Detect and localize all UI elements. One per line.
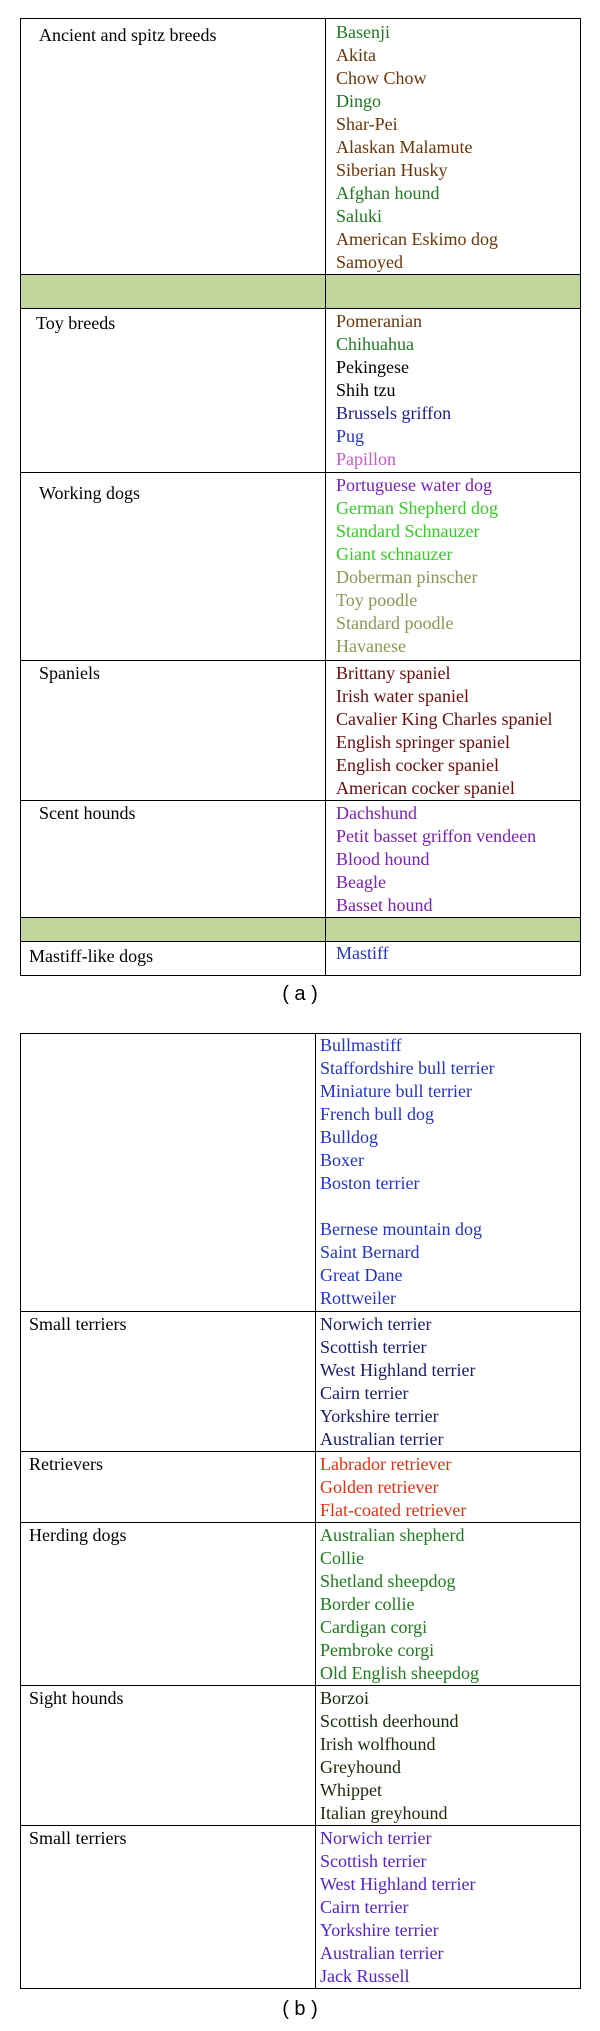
spacer-row: [21, 918, 581, 942]
breed-list: [316, 1452, 581, 1523]
breed-name: Afghan hound: [336, 183, 440, 203]
breed-name: Samoyed: [336, 252, 403, 272]
breed-name: Cairn terrier: [320, 1383, 409, 1403]
breed-name: Pembroke corgi: [320, 1640, 435, 1660]
breed-name: Papillon: [336, 449, 397, 469]
breed-name: Chow Chow: [336, 68, 427, 88]
blank-line: [320, 1195, 580, 1218]
table-row: [21, 1826, 581, 1989]
spacer-row: [21, 275, 581, 309]
breed-name: Standard poodle: [336, 613, 454, 633]
breed-name: Irish water spaniel: [336, 686, 469, 706]
breed-name: Bullmastiff: [320, 1035, 402, 1055]
breed-name: Bernese mountain dog: [320, 1219, 482, 1239]
breed-name: Petit basset griffon vendeen: [336, 826, 537, 846]
breed-name: Toy poodle: [336, 590, 418, 610]
breed-name: Jack Russell: [320, 1966, 410, 1986]
breed-name: American cocker spaniel: [336, 778, 515, 798]
breed-name: West Highland terrier: [320, 1874, 476, 1894]
category-cell: [21, 19, 326, 275]
table-row: [21, 309, 581, 473]
breed-name: Portuguese water dog: [336, 475, 492, 495]
category-label: Scent hounds: [39, 803, 136, 823]
breed-name: Yorkshire terrier: [320, 1920, 439, 1940]
category-cell: [21, 309, 326, 473]
breed-list: [326, 801, 581, 918]
breed-list: [316, 1523, 581, 1686]
breed-name: Standard Schnauzer: [336, 521, 480, 541]
breed-name: Cavalier King Charles spaniel: [336, 709, 553, 729]
breed-name: Dingo: [336, 91, 381, 111]
category-label: Small terriers: [29, 1314, 127, 1334]
breed-name: Rottweiler: [320, 1288, 396, 1308]
table-row: [21, 942, 581, 976]
breed-name: Blood hound: [336, 849, 430, 869]
breed-table-a: [20, 18, 581, 976]
breed-name: Doberman pinscher: [336, 567, 478, 587]
breed-name: English cocker spaniel: [336, 755, 499, 775]
breed-name: Basenji: [336, 22, 390, 42]
breed-name: American Eskimo dog: [336, 229, 498, 249]
breed-list: [326, 942, 581, 976]
breed-name: Labrador retriever: [320, 1454, 452, 1474]
breed-name: Bulldog: [320, 1127, 379, 1147]
breed-name: Giant schnauzer: [336, 544, 453, 564]
category-cell: [21, 473, 326, 661]
category-cell: [21, 1034, 316, 1312]
breed-name: English springer spaniel: [336, 732, 510, 752]
breed-name: Brittany spaniel: [336, 663, 451, 683]
breed-name: Mastiff: [336, 943, 389, 963]
category-label: Spaniels: [39, 663, 100, 683]
breed-name: Australian shepherd: [320, 1525, 465, 1545]
breed-name: Golden retriever: [320, 1477, 439, 1497]
breed-name: Australian terrier: [320, 1943, 444, 1963]
breed-name: Flat-coated retriever: [320, 1500, 467, 1520]
breed-name: Pug: [336, 426, 365, 446]
breed-list: [326, 661, 581, 801]
breed-name: Shar-Pei: [336, 114, 398, 134]
table-row: [21, 1523, 581, 1686]
breed-name: German Shepherd dog: [336, 498, 498, 518]
breed-name: Saint Bernard: [320, 1242, 420, 1262]
breed-name: Cairn terrier: [320, 1897, 409, 1917]
breed-name: Basset hound: [336, 895, 433, 915]
breed-name: Alaskan Malamute: [336, 137, 473, 157]
breed-name: Norwich terrier: [320, 1828, 432, 1848]
category-cell: [21, 1826, 316, 1989]
breed-name: Greyhound: [320, 1757, 401, 1777]
breed-name: Australian terrier: [320, 1429, 444, 1449]
breed-name: Italian greyhound: [320, 1803, 448, 1823]
breed-name: Havanese: [336, 636, 406, 656]
breed-name: French bull dog: [320, 1104, 434, 1124]
category-cell: [21, 1523, 316, 1686]
category-cell: [21, 1312, 316, 1452]
table-row: [21, 1312, 581, 1452]
breed-list: [316, 1034, 581, 1312]
breed-name: Borzoi: [320, 1688, 369, 1708]
category-label: Small terriers: [29, 1828, 127, 1848]
category-label: Herding dogs: [29, 1525, 127, 1545]
breed-list: [316, 1686, 581, 1826]
breed-name: Saluki: [336, 206, 383, 226]
caption-b: ( b ): [282, 1998, 318, 2020]
breed-name: Collie: [320, 1548, 364, 1568]
category-cell: [21, 1452, 316, 1523]
breed-name: Boxer: [320, 1150, 364, 1170]
breed-name: Border collie: [320, 1594, 415, 1614]
breed-name: Old English sheepdog: [320, 1663, 479, 1683]
breed-list: [316, 1826, 581, 1989]
category-cell: [21, 801, 326, 918]
breed-name: Yorkshire terrier: [320, 1406, 439, 1426]
category-label: Toy breeds: [36, 313, 116, 333]
breed-name: Pomeranian: [336, 311, 422, 331]
breed-name: Shih tzu: [336, 380, 396, 400]
table-row: [21, 1452, 581, 1523]
breed-name: Chihuahua: [336, 334, 414, 354]
breed-name: Scottish terrier: [320, 1851, 427, 1871]
breed-name: Pekingese: [336, 357, 409, 377]
category-label: Sight hounds: [29, 1688, 124, 1708]
table-row: [21, 661, 581, 801]
breed-name: Norwich terrier: [320, 1314, 432, 1334]
breed-name: Brussels griffon: [336, 403, 452, 423]
breed-name: Siberian Husky: [336, 160, 448, 180]
category-label: Mastiff-like dogs: [29, 946, 154, 966]
category-cell: [21, 661, 326, 801]
breed-name: Great Dane: [320, 1265, 403, 1285]
table-row: [21, 19, 581, 275]
breed-name: Akita: [336, 45, 376, 65]
breed-name: Staffordshire bull terrier: [320, 1058, 495, 1078]
breed-name: Scottish terrier: [320, 1337, 427, 1357]
category-cell: [21, 1686, 316, 1826]
breed-name: Cardigan corgi: [320, 1617, 428, 1637]
category-cell: [21, 942, 326, 976]
breed-list: [316, 1312, 581, 1452]
breed-list: [326, 19, 581, 275]
category-label: Retrievers: [29, 1454, 103, 1474]
breed-table-b: [20, 1033, 581, 1989]
breed-name: Whippet: [320, 1780, 382, 1800]
breed-list: [326, 473, 581, 661]
table-row: [21, 801, 581, 918]
breed-name: Irish wolfhound: [320, 1734, 436, 1754]
breed-name: Beagle: [336, 872, 386, 892]
category-label: Working dogs: [39, 483, 141, 503]
table-row: [21, 473, 581, 661]
breed-name: Miniature bull terrier: [320, 1081, 472, 1101]
breed-name: West Highland terrier: [320, 1360, 476, 1380]
breed-name: Scottish deerhound: [320, 1711, 459, 1731]
caption-a: ( a ): [282, 983, 318, 1005]
breed-name: Dachshund: [336, 803, 417, 823]
table-row: [21, 1686, 581, 1826]
breed-name: Boston terrier: [320, 1173, 420, 1193]
category-label: Ancient and spitz breeds: [39, 25, 217, 45]
table-row: [21, 1034, 581, 1312]
breed-list: [326, 309, 581, 473]
breed-name: Shetland sheepdog: [320, 1571, 456, 1591]
